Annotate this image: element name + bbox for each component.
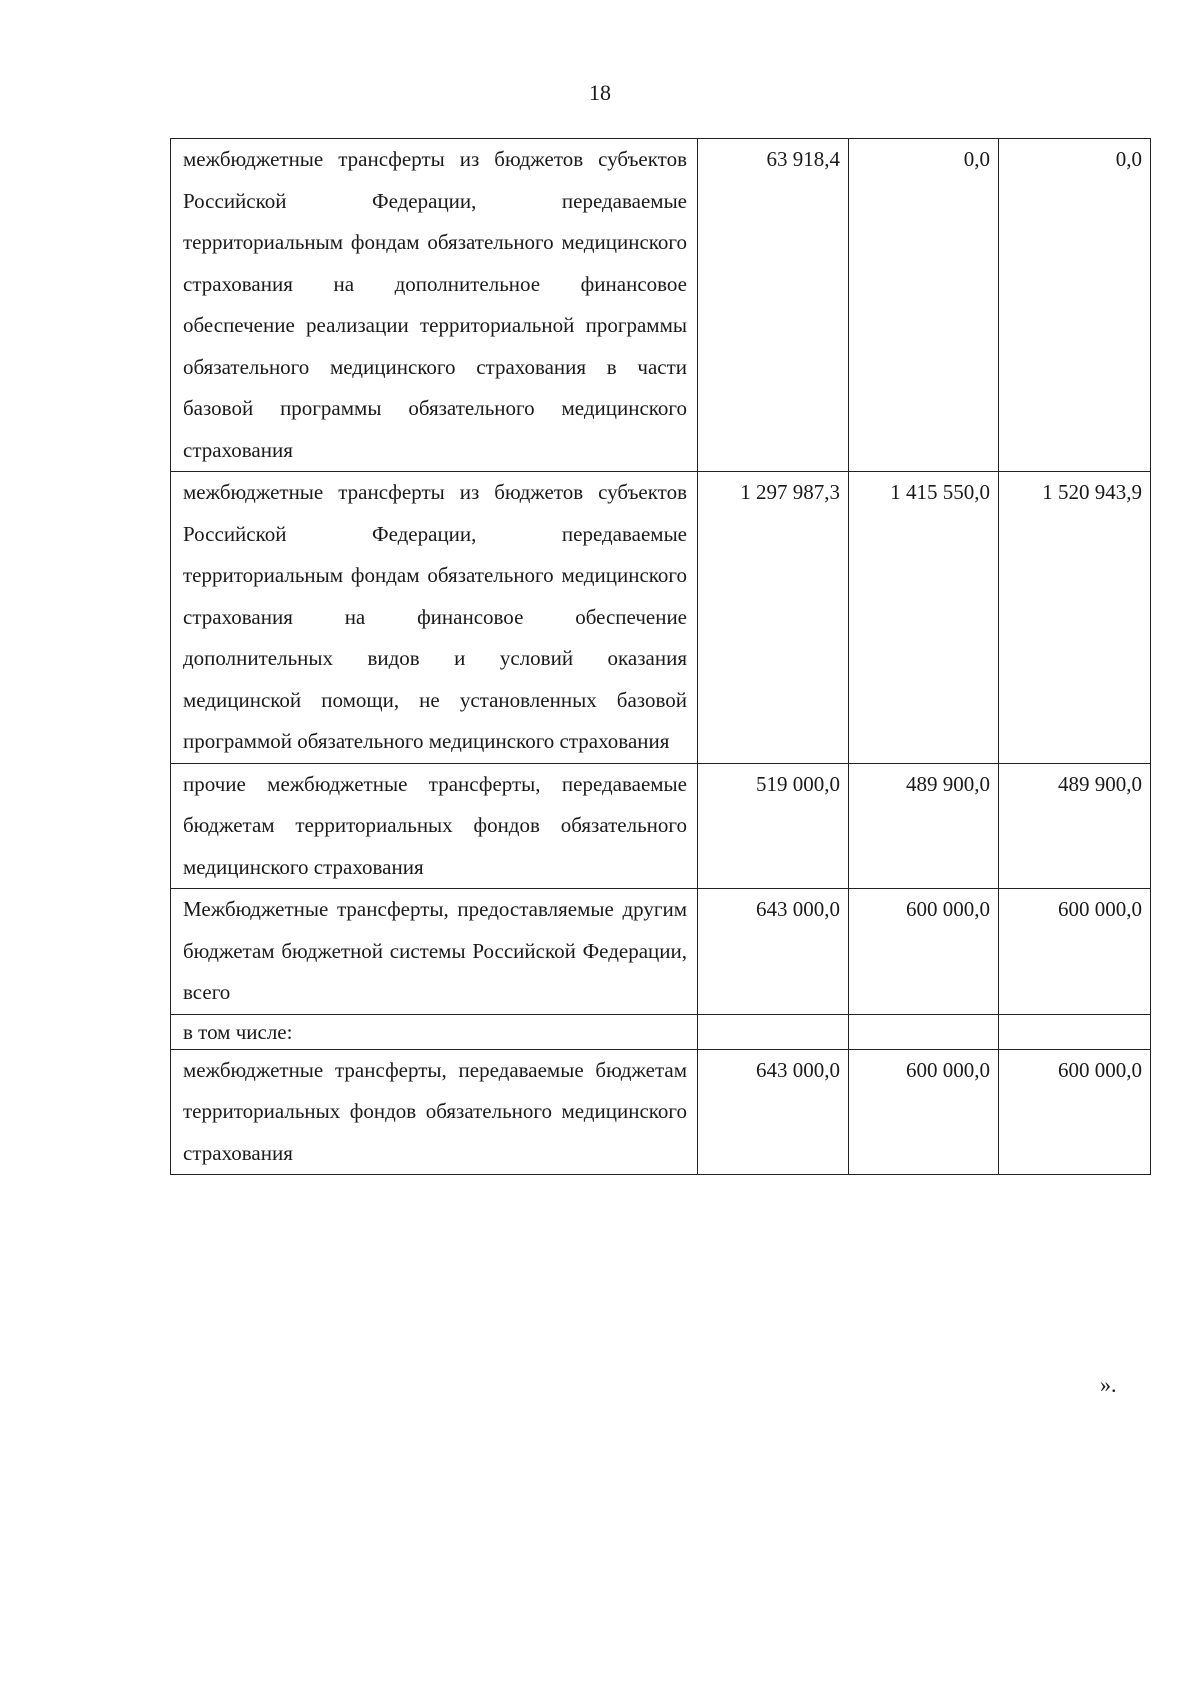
row-value-year-2: 489 900,0 [849,763,999,889]
row-value-year-1: 643 000,0 [698,889,849,1015]
row-value-year-3: 0,0 [999,139,1151,472]
row-value-year-2: 600 000,0 [849,1049,999,1175]
row-value-year-1: 643 000,0 [698,1049,849,1175]
row-value-year-1: 519 000,0 [698,763,849,889]
row-description: Межбюджетные трансферты, предоставляемые другим бюджетам бюджетной системы Российской Федерации, всего [171,889,698,1015]
row-value-year-2: 1 415 550,0 [849,472,999,764]
row-value-year-3: 600 000,0 [999,1049,1151,1175]
row-value-year-1: 1 297 987,3 [698,472,849,764]
row-value-year-2: 600 000,0 [849,889,999,1015]
row-value-year-3 [999,1014,1151,1049]
table-row [171,472,1151,764]
row-value-year-3: 600 000,0 [999,889,1151,1015]
row-description: в том числе: [171,1014,698,1049]
table-row [171,139,1151,472]
row-value-year-1: 63 918,4 [698,139,849,472]
row-description: межбюджетные трансферты, передаваемые бюджетам территориальных фондов обязательного медицинского страхования [171,1049,698,1175]
closing-quote-mark: ». [1100,1372,1117,1397]
row-value-year-2 [849,1014,999,1049]
row-value-year-3: 489 900,0 [999,763,1151,889]
table-row [171,1014,1151,1049]
table-row [171,889,1151,1015]
row-value-year-1 [698,1014,849,1049]
row-description: межбюджетные трансферты из бюджетов субъектов Российской Федерации, передаваемые территориальным фондам обязательного медицинского страхования на дополнительное финансовое обеспечение реализации территориальной программы обязательного медицинского страхования в части базовой программы обязательного медицинского страхования [171,139,698,472]
row-description: межбюджетные трансферты из бюджетов субъектов Российской Федерации, передаваемые территориальным фондам обязательного медицинского страхования на финансовое обеспечение дополнительных видов и условий оказания медицинской помощи, не установленных базовой программой обязательного медицинского страхования [171,472,698,764]
table-row [171,763,1151,889]
row-description: прочие межбюджетные трансферты, передаваемые бюджетам территориальных фондов обязательного медицинского страхования [171,763,698,889]
budget-table [170,138,1151,1175]
table-row [171,1049,1151,1175]
row-value-year-2: 0,0 [849,139,999,472]
row-value-year-3: 1 520 943,9 [999,472,1151,764]
page-number: 18 [589,80,611,105]
